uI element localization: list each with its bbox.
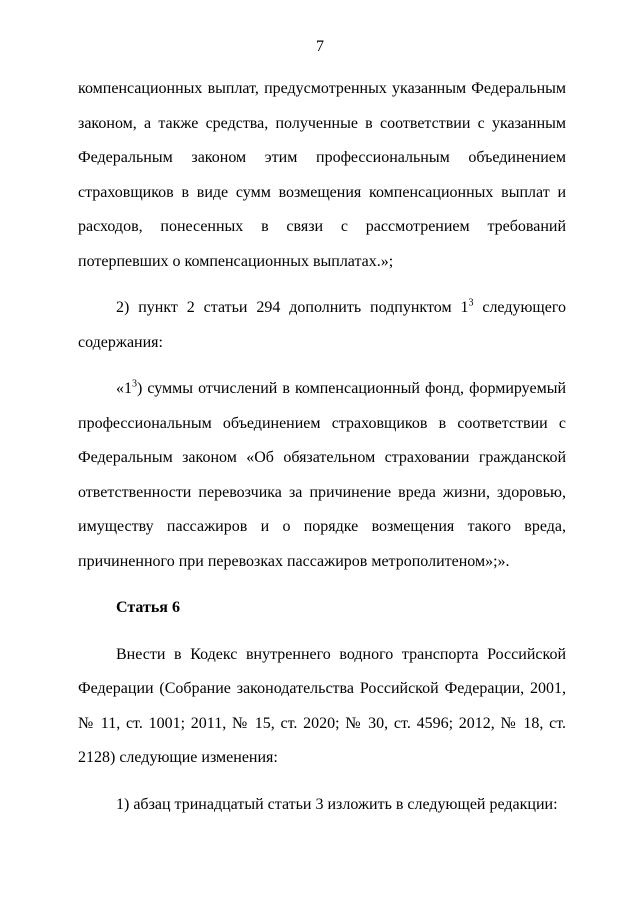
page-number: 7: [316, 38, 324, 55]
item-2-text-after: следующего содержания:: [78, 299, 566, 351]
item-2-superscript: 3: [468, 297, 474, 309]
subitem-superscript: 3: [132, 378, 137, 390]
paragraph-item-2: [78, 291, 566, 360]
paragraph-compensation-payments: компенсационных выплат, предусмотренных указанным Федеральным законом, а также средства, полученные в соответствии с указанным Федеральным законом этим профессиональным объединением страховщиков в виде сумм возмещения компенсационных выплат и расходов, понесенных в связи с рассмотрением требований потерпевших о компенсационных выплатах.»;: [78, 80, 566, 270]
subitem-text-before: «1: [116, 380, 132, 397]
article-6-heading: Статья 6: [116, 599, 180, 616]
paragraph-subitem-1-3: [78, 372, 566, 579]
subitem-text-after: ) суммы отчислений в компенсационный фонд, формируемый профессиональным объединением страховщиков в соответствии с Федеральным законом «Об обязательном страховании гражданской ответственности перевозчика за причинение вреда жизни, здоровью, имуществу пассажиров и о порядке возмещения такого вреда, причиненного при перевозках пассажиров метрополитеном»;».: [78, 380, 566, 570]
paragraph-item-1: 1) абзац тринадцатый статьи 3 изложить в следующей редакции:: [116, 795, 558, 813]
document-body: [78, 72, 566, 822]
paragraph-article-6-intro: Внести в Кодекс внутреннего водного транспорта Российской Федерации (Собрание законодательства Российской Федерации, 2001, № 11, ст. 1001; 2011, № 15, ст. 2020; № 30, ст. 4596; 2012, № 18, ст. 2128) следующие изменения:: [78, 645, 566, 766]
item-2-text-before: 2) пункт 2 статьи 294 дополнить подпунктом 1: [116, 299, 469, 316]
